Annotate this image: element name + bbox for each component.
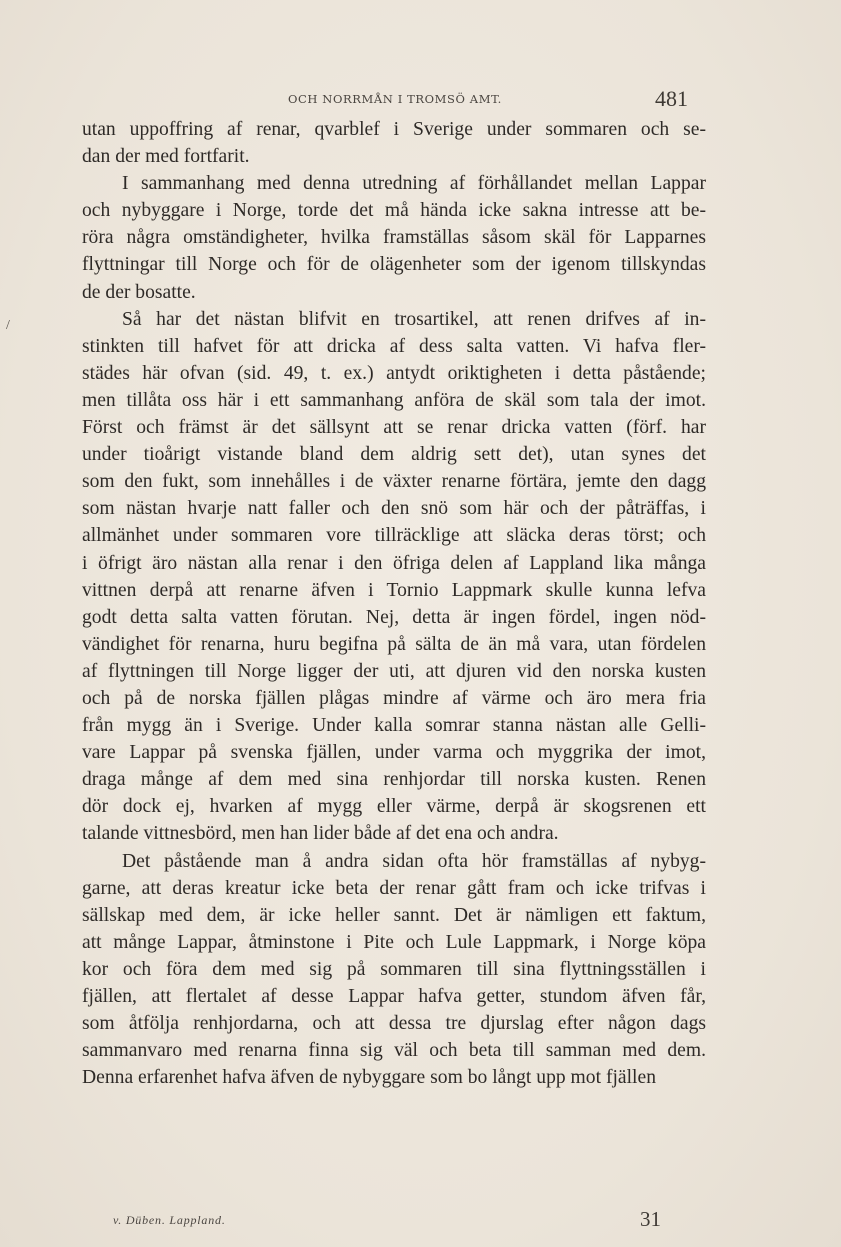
text-line: att månge Lappar, åtminstone i Pite och Lule Lappmark, i Norge köpa (82, 931, 706, 953)
margin-mark: / (6, 318, 10, 333)
text-line: de der bosatte. (82, 281, 196, 303)
text-line: stinkten till hafvet för att dricka af dess salta vatten. Vi hafva fler- (82, 335, 706, 357)
text-line: och nybyggare i Norge, torde det må hända icke sakna intresse att be- (82, 200, 706, 222)
text-line: allmänhet under sommaren vore tillräcklige att släcka deras törst; och (82, 525, 706, 547)
text-line: i öfrigt äro nästan alla renar i den öfriga delen af Lappland lika många (82, 552, 706, 574)
text-line: garne, att deras kreatur icke beta der renar gått fram och icke trifvas i (82, 877, 706, 899)
text-line: dör dock ej, hvarken af mygg eller värme, derpå är skogsrenen ett (82, 796, 706, 818)
text-line: vare Lappar på svenska fjällen, under varma och myggrika der imot, (82, 742, 706, 764)
text-line: under tioårigt vistande bland dem aldrig sett det), utan synes det (82, 444, 706, 466)
text-line: talande vittnesbörd, men han lider både af det ena och andra. (82, 823, 559, 845)
text-line: fjällen, att flertalet af desse Lappar hafva getter, stundom äfven får, (82, 986, 706, 1007)
text-line: kor och föra dem med sig på sommaren till sina flyttningsställen i (82, 958, 706, 980)
text-line: som nästan hvarje natt faller och den snö som här och der påträffas, i (82, 498, 706, 520)
text-line: dan der med fortfarit. (82, 146, 250, 168)
text-line: godt detta salta vatten förutan. Nej, detta är ingen fördel, ingen nöd- (82, 606, 706, 628)
text-line: Det påstående man å andra sidan ofta hör framställas af nybyg- (122, 850, 706, 872)
page-header (0, 86, 841, 116)
text-line: sammanvaro med renarna finna sig väl och beta till samman med dem. (82, 1040, 706, 1062)
page-number: 481 (655, 86, 688, 111)
text-line: vändighet för renarna, huru begifna på sälta de än må vara, utan fördelen (82, 633, 706, 655)
text-line: röra några omständigheter, hvilka framställas såsom skäl för Lapparnes (82, 227, 706, 249)
text-line: som den fukt, som innehålles i de växter renarne förtära, jemte den dagg (82, 471, 706, 493)
paragraph (82, 116, 706, 170)
page-footer (0, 1205, 841, 1235)
paragraph (82, 848, 706, 1092)
text-line: af flyttningen till Norge ligger der uti, att djuren vid den norska kusten (82, 660, 706, 682)
text-line: sällskap med dem, är icke heller sannt. Det är nämligen ett faktum, (82, 904, 706, 926)
signature-mark: v. Düben. Lappland. (113, 1213, 226, 1227)
text-line: vittnen derpå att renarne äfven i Tornio Lappmark skulle kunna lefva (82, 579, 706, 601)
text-line: draga månge af dem med sina renhjordar till norska kusten. Renen (82, 769, 706, 791)
text-line: men tillåta oss här i ett sammanhang anföra de skäl som tala der imot. (82, 389, 706, 411)
text-line: Så har det nästan blifvit en trosartikel, att renen drifves af in- (122, 308, 706, 330)
text-line: som åtfölja renhjordarna, och att dessa tre djurslag efter någon dags (82, 1013, 706, 1035)
text-line: Först och främst är det sällsynt att se renar dricka vatten (förf. har (82, 417, 706, 439)
paragraph (82, 170, 706, 305)
text-line: utan uppoffring af renar, qvarblef i Sverige under sommaren och se- (82, 119, 706, 140)
body-text (82, 116, 706, 1091)
running-title: OCH NORRMÅN I TROMSÖ AMT. (288, 92, 502, 106)
sheet-number: 31 (640, 1207, 661, 1231)
text-line: städes här ofvan (sid. 49, t. ex.) antydt oriktigheten i detta påstående; (82, 362, 706, 384)
text-line: flyttningar till Norge och för de olägenheter som der igenom tillskyndas (82, 254, 706, 276)
text-line: från mygg än i Sverige. Under kalla somrar stanna nästan alle Gelli- (82, 715, 706, 737)
text-line: Denna erfarenhet hafva äfven de nybyggare som bo långt upp mot fjällen (82, 1067, 656, 1089)
paragraph (82, 306, 706, 848)
text-line: och på de norska fjällen plågas mindre af värme och äro mera fria (82, 687, 706, 709)
text-line: I sammanhang med denna utredning af förhållandet mellan Lappar (122, 173, 706, 195)
